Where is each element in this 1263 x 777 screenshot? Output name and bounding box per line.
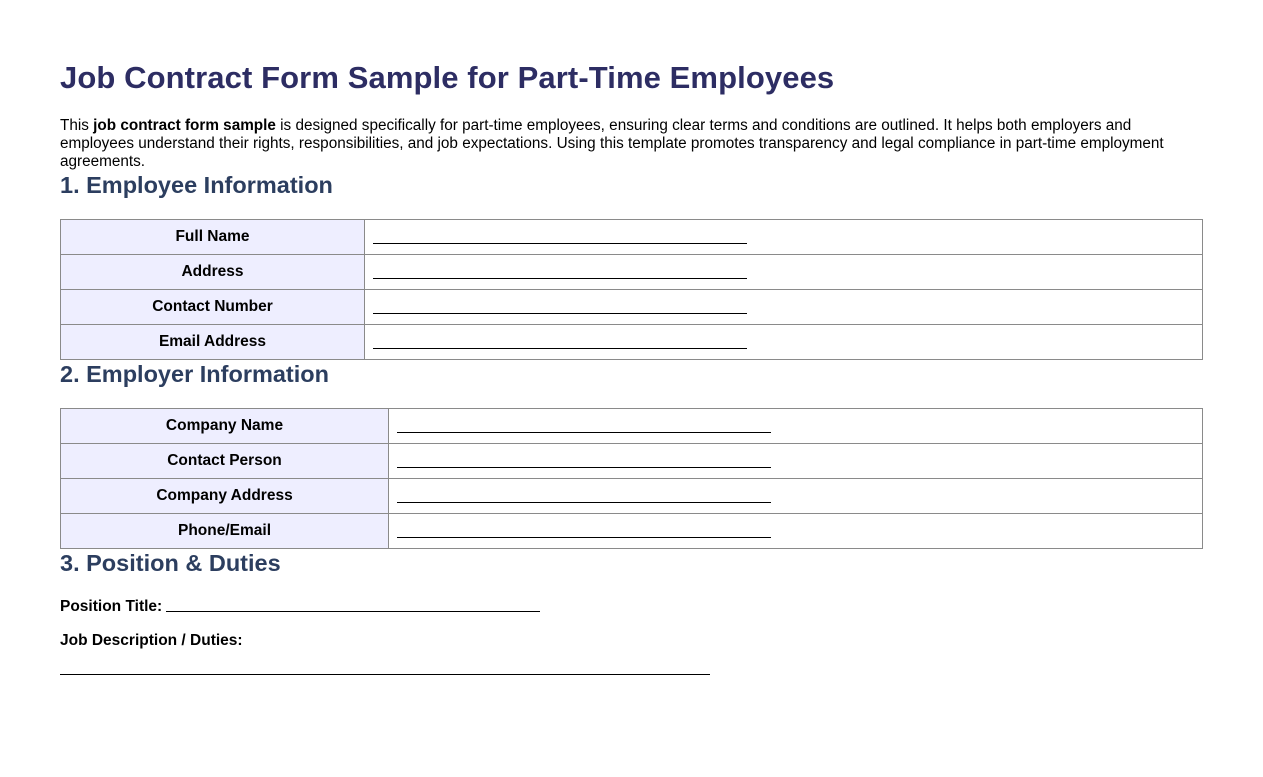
row-label: Email Address bbox=[61, 325, 365, 360]
row-label: Full Name bbox=[61, 220, 365, 255]
employee-info-table bbox=[60, 219, 1203, 360]
table-row bbox=[61, 514, 1203, 549]
row-label: Contact Number bbox=[61, 290, 365, 325]
full-name-field[interactable] bbox=[365, 220, 1203, 255]
page-title: Job Contract Form Sample for Part-Time Employees bbox=[60, 60, 835, 95]
contact-person-field[interactable] bbox=[389, 444, 1203, 479]
row-label: Company Address bbox=[61, 479, 389, 514]
fill-in-line bbox=[397, 522, 771, 538]
table-row bbox=[61, 220, 1203, 255]
row-label: Address bbox=[61, 255, 365, 290]
phone-email-field[interactable] bbox=[389, 514, 1203, 549]
table-row bbox=[61, 255, 1203, 290]
table-row bbox=[61, 325, 1203, 360]
email-address-field[interactable] bbox=[365, 325, 1203, 360]
section-title-position: 3. Position & Duties bbox=[60, 550, 281, 576]
fill-in-line bbox=[373, 333, 747, 349]
contact-number-field[interactable] bbox=[365, 290, 1203, 325]
section-title-employer: 2. Employer Information bbox=[60, 361, 329, 387]
row-label: Company Name bbox=[61, 409, 389, 444]
table-row bbox=[61, 479, 1203, 514]
row-label: Contact Person bbox=[61, 444, 389, 479]
row-label: Phone/Email bbox=[61, 514, 389, 549]
table-row bbox=[61, 444, 1203, 479]
fill-in-line bbox=[397, 417, 771, 433]
duties-label: Job Description / Duties: bbox=[60, 632, 243, 649]
section-title-employee: 1. Employee Information bbox=[60, 172, 333, 198]
intro-prefix: This bbox=[60, 117, 94, 134]
table-row bbox=[61, 409, 1203, 444]
position-title-label: Position Title: bbox=[60, 598, 163, 615]
fill-in-line bbox=[397, 452, 771, 468]
duties-field[interactable] bbox=[60, 673, 710, 675]
company-address-field[interactable] bbox=[389, 479, 1203, 514]
fill-in-line bbox=[373, 263, 747, 279]
intro-paragraph bbox=[60, 117, 1195, 171]
intro-bold: job contract form sample bbox=[93, 117, 276, 134]
table-row bbox=[61, 290, 1203, 325]
fill-in-line bbox=[373, 298, 747, 314]
fill-in-line bbox=[397, 487, 771, 503]
company-name-field[interactable] bbox=[389, 409, 1203, 444]
employer-info-table bbox=[60, 408, 1203, 549]
position-title-row bbox=[60, 598, 1203, 616]
intro-suffix: is designed specifically for part-time employees, ensuring clear terms and conditions are outlined. It helps both employers and employees understand their rights, responsibilities, and job expectations. Using this template promotes transparency and legal compliance in part-time employment agreements. bbox=[60, 117, 1164, 170]
position-title-field[interactable] bbox=[166, 596, 540, 612]
fill-in-line bbox=[373, 228, 747, 244]
address-field[interactable] bbox=[365, 255, 1203, 290]
